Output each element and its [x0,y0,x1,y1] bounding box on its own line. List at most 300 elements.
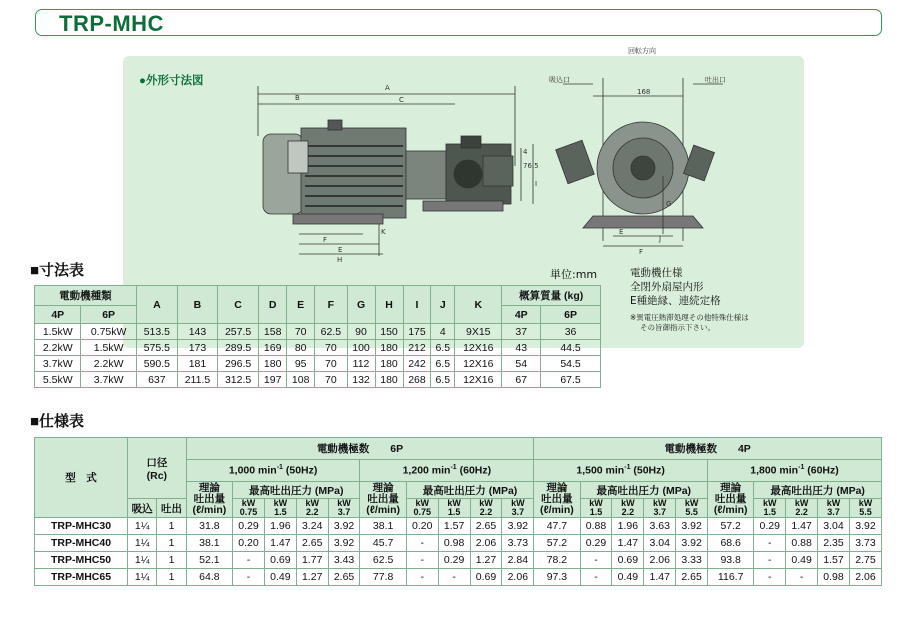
terminal-box [288,141,308,173]
dimension-cell: 5.5kW [35,372,81,388]
speed-header [534,460,708,482]
spec-value-cell: 3.92 [328,535,360,552]
kw-value: 5.5 [859,507,872,517]
col-d-header: D [259,286,287,324]
dimension-cell: 637 [136,372,177,388]
motor-spec-line: 全閉外扇屋内形 [630,281,704,293]
kw-header [470,499,502,518]
model-cell: TRP-MHC50 [35,552,128,569]
col-e-header: E [287,286,315,324]
suction-port-label: 吸込口 [549,76,570,84]
speed-frequency: (60Hz) [456,464,492,477]
spec-value-cell: 0.69 [264,552,296,569]
spec-value-cell: 1.27 [296,569,328,586]
theory-header-line: (ℓ/min) [713,504,748,516]
terminal-box-front [556,140,595,183]
dimension-cell: 3.7kW [81,372,136,388]
kw-unit: kW [652,498,667,508]
dimension-cell: 3.7kW [35,356,81,372]
spec-value-cell: 38.1 [360,518,406,535]
spec-value-cell: 2.65 [296,535,328,552]
col-c-header: C [217,286,258,324]
kw-header [233,499,265,518]
suction-port-side [454,160,482,188]
dimension-cell: 54 [502,356,541,372]
motor-kind-header: 電動機種類 [35,286,137,306]
kw-header [580,499,612,518]
dimension-row [35,372,601,388]
dimension-cell: 175 [403,324,431,340]
suction-cell: 1¼ [128,518,157,535]
spec-value-cell: 3.63 [644,518,676,535]
discharge-port-label: 吐出口 [705,76,726,84]
col-g-header: G [347,286,375,324]
spec-value-cell: 1.96 [612,518,644,535]
spec-value-cell: 116.7 [708,569,754,586]
speed-unit-exponent: -1 [276,464,283,472]
dimension-cell: 12X16 [455,372,502,388]
spec-value-cell: 0.20 [406,518,438,535]
dim-4-label: 4 [523,148,528,156]
theory-discharge-header [186,482,232,518]
spec-value-cell: 2.75 [849,552,881,569]
spec-value-cell: 47.7 [534,518,580,535]
kw-value: 2.2 [795,507,808,517]
spec-table-title: ■仕様表 [30,413,85,430]
dimension-cell: 169 [259,340,287,356]
kw-value: 3.7 [511,507,525,517]
speed-rpm: 1,000 min [228,464,277,477]
spec-value-cell: 52.1 [186,552,232,569]
kw-header [502,499,534,518]
theory-header-line: 理論 [198,482,220,494]
weight-4p-header: 4P [502,306,541,324]
kw-unit: kW [479,498,493,508]
dimension-cell: 289.5 [217,340,258,356]
dimension-cell: 180 [259,356,287,372]
motor-spec-line: 電動機仕様 [630,267,683,279]
motor-note-line: その旨御指示下さい。 [640,323,715,332]
col-b-header: B [177,286,217,324]
dim-h-label: H [337,256,343,264]
theory-discharge-header [708,482,754,518]
spec-value-cell: 0.69 [470,569,502,586]
kw-value: 3.7 [653,507,666,517]
spec-value-cell: - [406,535,438,552]
spec-value-cell: - [754,535,786,552]
dim-g-label: G [666,200,672,208]
max-pressure-header: 最高吐出圧力 (MPa) [233,482,360,499]
spec-value-cell: - [786,569,818,586]
speed-frequency: (60Hz) [804,464,839,477]
speed-rpm: 1,500 min [576,464,625,477]
kw-unit: kW [305,498,319,508]
theory-header-line: (ℓ/min) [540,504,574,516]
dim-e-front-label: E [619,228,624,236]
coupling-housing [406,151,446,199]
dim-e-label: E [338,246,343,254]
spec-value-cell: 45.7 [360,535,406,552]
suction-header: 吸込 [128,499,157,518]
spec-table [34,437,882,586]
outline-drawing-label: ●外形寸法図 [139,75,204,87]
kw-value: 2.2 [621,507,635,517]
spec-value-cell: 64.8 [186,569,232,586]
dimension-cell: 12X16 [455,340,502,356]
kw-value: 0.75 [239,507,258,517]
unit-label: 単位:mm [550,268,598,281]
speed-header [186,460,360,482]
spec-value-cell: 2.06 [644,552,676,569]
dimension-cell: 67.5 [541,372,601,388]
spec-value-cell: 1.57 [818,552,850,569]
rotation-direction-label: 回転方向 [628,47,656,55]
dimension-cell: 211.5 [177,372,217,388]
kw-value: 3.7 [337,507,351,517]
model-cell: TRP-MHC40 [35,535,128,552]
dimension-cell: 1.5kW [81,340,136,356]
kw-value: 0.75 [413,507,431,517]
spec-value-cell: 1.47 [612,535,644,552]
spec-value-cell: 2.84 [502,552,534,569]
dimension-cell: 100 [347,340,375,356]
dimension-cell: 173 [177,340,217,356]
spec-row [35,569,882,586]
spec-value-cell: 2.06 [470,535,502,552]
dimension-cell: 180 [375,356,403,372]
spec-value-cell: 3.92 [328,518,360,535]
kw-value: 5.5 [685,507,698,517]
dimension-cell: 62.5 [315,324,347,340]
motor-spec-note [630,313,749,333]
spec-value-cell: 2.06 [502,569,534,586]
spec-value-cell: 0.29 [438,552,470,569]
dimension-cell: 268 [403,372,431,388]
speed-rpm: 1,200 min [402,464,451,477]
dimension-cell: 180 [375,372,403,388]
dimension-cell: 37 [502,324,541,340]
dimension-table-title: ■寸法表 [30,262,85,279]
kw-header [754,499,786,518]
kw-value: 3.7 [827,507,840,517]
kw-unit: kW [621,498,635,508]
weight-header: 概算質量 (kg) [502,286,601,306]
speed-header [708,460,882,482]
motor-poles-4p-header: 電動機極数 4P [534,438,882,460]
max-pressure-header: 最高吐出圧力 (MPa) [754,482,882,499]
spec-value-cell: 2.65 [328,569,360,586]
spec-row [35,535,882,552]
dimension-cell: 112 [347,356,375,372]
kw-value: 1.5 [274,507,287,517]
spec-value-cell: 0.98 [818,569,850,586]
spec-value-cell: 78.2 [534,552,580,569]
spec-value-cell: - [754,552,786,569]
spec-value-cell: 2.65 [470,518,502,535]
front-view [549,75,726,256]
theory-header-line: 理論 [546,482,568,494]
spec-value-cell: - [406,552,438,569]
kw-header [676,499,708,518]
dimension-table [34,285,601,388]
dimension-cell: 36 [541,324,601,340]
spec-value-cell: 3.92 [676,535,708,552]
spec-value-cell: 93.8 [708,552,754,569]
dimension-cell: 9X15 [455,324,502,340]
motor-base [293,214,383,224]
dimension-cell: 6.5 [431,372,455,388]
motor-poles-6p-header: 電動機極数 6P [186,438,534,460]
spec-value-cell: 3.33 [676,552,708,569]
dimension-cell: 6.5 [431,340,455,356]
speed-frequency: (50Hz) [282,464,318,477]
max-pressure-header: 最高吐出圧力 (MPa) [580,482,707,499]
dimension-cell: 2.2kW [81,356,136,372]
dim-f-label: F [323,236,328,244]
spec-value-cell: 2.35 [818,535,850,552]
motor-note-line: ※異電圧熱滞処理その他特殊仕様は [630,313,749,322]
dimension-cell: 575.5 [136,340,177,356]
spec-value-cell: 0.98 [438,535,470,552]
spec-value-cell: 3.24 [296,518,328,535]
spec-value-cell: 31.8 [186,518,232,535]
dimension-cell: 513.5 [136,324,177,340]
spec-value-cell: 1.27 [470,552,502,569]
suction-cell: 1¼ [128,535,157,552]
spec-value-cell: 3.92 [676,518,708,535]
discharge-cell: 1 [157,518,186,535]
dimension-cell: 70 [287,324,315,340]
spec-value-cell: 1.47 [264,535,296,552]
title-box [35,9,882,36]
spec-value-cell: 1.57 [438,518,470,535]
spec-value-cell: - [580,569,612,586]
dimension-cell: 257.5 [217,324,258,340]
kw-unit: kW [511,498,525,508]
spec-row [35,518,882,535]
dimension-cell: 43 [502,340,541,356]
dimension-cell: 150 [375,324,403,340]
motor-body [301,128,406,218]
kw-header [264,499,296,518]
dim-f-front-label: F [639,248,644,256]
model-header: 型 式 [35,438,128,518]
page-title: TRP-MHC [59,11,164,36]
dim-c-label: C [399,96,404,104]
spec-value-cell: - [438,569,470,586]
col-k-header: K [455,286,502,324]
pump-base [423,201,503,211]
dimension-cell: 2.2kW [35,340,81,356]
discharge-cell: 1 [157,569,186,586]
theory-discharge-header [360,482,406,518]
dim-b-label: B [295,94,300,102]
spec-row [35,552,882,569]
kw-header [644,499,676,518]
spec-value-cell: 3.92 [849,518,881,535]
speed-unit-exponent: -1 [624,464,631,472]
dimension-row [35,324,601,340]
spec-value-cell: 57.2 [534,535,580,552]
weight-6p-header: 6P [541,306,601,324]
dim-a-label: A [385,84,390,92]
spec-value-cell: 3.04 [644,535,676,552]
kw-value: 1.5 [763,507,777,517]
dimension-cell: 197 [259,372,287,388]
spec-value-cell: 1.96 [264,518,296,535]
speed-header [360,460,534,482]
spec-value-cell: - [754,569,786,586]
motor-6p-header: 6P [81,306,136,324]
spec-value-cell: 2.06 [849,569,881,586]
model-cell: TRP-MHC30 [35,518,128,535]
discharge-cell: 1 [157,552,186,569]
motor-spec-line: E種絶縁、連続定格 [630,295,721,307]
bore-header [128,438,187,499]
kw-unit: kW [337,498,351,508]
dimension-cell: 132 [347,372,375,388]
theory-header-line: 吐出量 [714,493,747,505]
kw-unit: kW [858,498,873,508]
discharge-flange [461,136,481,148]
theory-header-line: 理論 [372,482,394,494]
kw-unit: kW [273,498,288,508]
spec-value-cell: 2.65 [676,569,708,586]
dimension-cell: 70 [315,372,347,388]
theory-header-line: 吐出量 [367,493,399,505]
kw-header [328,499,360,518]
side-view [258,84,539,264]
kw-header [296,499,328,518]
dimension-cell: 95 [287,356,315,372]
discharge-cell: 1 [157,535,186,552]
motor-4p-header: 4P [35,306,81,324]
col-j-header: J [431,286,455,324]
spec-value-cell: 1.77 [296,552,328,569]
speed-unit-exponent: -1 [450,464,457,472]
spec-value-cell: 0.29 [580,535,612,552]
kw-unit: kW [589,498,603,508]
kw-value: 2.2 [479,507,493,517]
dimension-cell: 1.5kW [35,324,81,340]
kw-header [818,499,850,518]
spec-value-cell: - [580,552,612,569]
kw-header [849,499,881,518]
dimension-cell: 70 [315,340,347,356]
dim-i-label: I [535,180,538,188]
front-base [583,216,703,228]
spec-value-cell: 3.04 [818,518,850,535]
speed-rpm: 1,800 min [750,464,799,477]
spec-value-cell: 68.6 [708,535,754,552]
spec-value-cell: 0.49 [786,552,818,569]
speed-frequency: (50Hz) [630,464,665,477]
dimension-cell: 44.5 [541,340,601,356]
spec-value-cell: 0.69 [612,552,644,569]
dimension-table-body [35,324,601,388]
model-cell: TRP-MHC65 [35,569,128,586]
col-i-header: I [403,286,431,324]
spec-value-cell: 38.1 [186,535,232,552]
dimension-cell: 4 [431,324,455,340]
dimension-cell: 70 [315,356,347,372]
kw-header [612,499,644,518]
dim-168-label: 168 [637,88,651,96]
kw-value: 1.5 [447,507,461,517]
dimension-row [35,356,601,372]
suction-cell: 1¼ [128,552,157,569]
kw-value: 1.5 [589,507,603,517]
discharge-header: 吐出 [157,499,186,518]
spec-value-cell: 97.3 [534,569,580,586]
spec-value-cell: 0.49 [612,569,644,586]
dimension-cell: 108 [287,372,315,388]
dim-j-label: J [659,235,662,243]
kw-header [406,499,438,518]
dim-k-label: K [381,228,386,236]
lifting-eye [328,120,342,130]
spec-table-body [35,518,882,586]
speed-unit-exponent: -1 [798,464,805,472]
bore-header-label: 口径 [146,456,168,469]
dimension-cell: 312.5 [217,372,258,388]
theory-discharge-header [534,482,580,518]
dimension-cell: 6.5 [431,356,455,372]
spec-value-cell: 3.43 [328,552,360,569]
kw-header-row [35,499,882,518]
spec-value-cell: - [406,569,438,586]
dimension-cell: 80 [287,340,315,356]
dimension-cell: 181 [177,356,217,372]
dimension-cell: 54.5 [541,356,601,372]
kw-unit: kW [763,498,777,508]
dimension-cell: 12X16 [455,356,502,372]
dimension-cell: 158 [259,324,287,340]
dim-76-5-label: 76.5 [523,162,539,170]
spec-value-cell: 0.88 [786,535,818,552]
dimension-cell: 590.5 [136,356,177,372]
col-f-header: F [315,286,347,324]
dimension-cell: 180 [375,340,403,356]
kw-unit: kW [794,498,809,508]
dimension-cell: 143 [177,324,217,340]
spec-value-cell: 62.5 [360,552,406,569]
suction-cell: 1¼ [128,569,157,586]
dimension-cell: 90 [347,324,375,340]
kw-unit: kW [241,498,256,508]
theory-header-line: 吐出量 [541,493,573,505]
kw-unit: kW [826,498,841,508]
kw-unit: kW [447,498,461,508]
motor-spec-block [630,266,721,308]
spec-value-cell: 77.8 [360,569,406,586]
dimension-cell: 0.75kW [81,324,136,340]
dimension-cell: 242 [403,356,431,372]
spec-value-cell: 0.88 [580,518,612,535]
dimension-cell: 67 [502,372,541,388]
spec-value-cell: 0.49 [264,569,296,586]
bore-unit-label: (Rc) [146,469,168,482]
spec-value-cell: 0.29 [754,518,786,535]
spec-value-cell: - [233,569,265,586]
theory-header-line: 理論 [720,482,742,494]
spec-value-cell: 1.47 [786,518,818,535]
dimension-cell: 212 [403,340,431,356]
theory-header-line: (ℓ/min) [366,504,400,516]
kw-value: 2.2 [305,507,319,517]
theory-header-line: 吐出量 [193,493,226,505]
spec-value-cell: 1.47 [644,569,676,586]
